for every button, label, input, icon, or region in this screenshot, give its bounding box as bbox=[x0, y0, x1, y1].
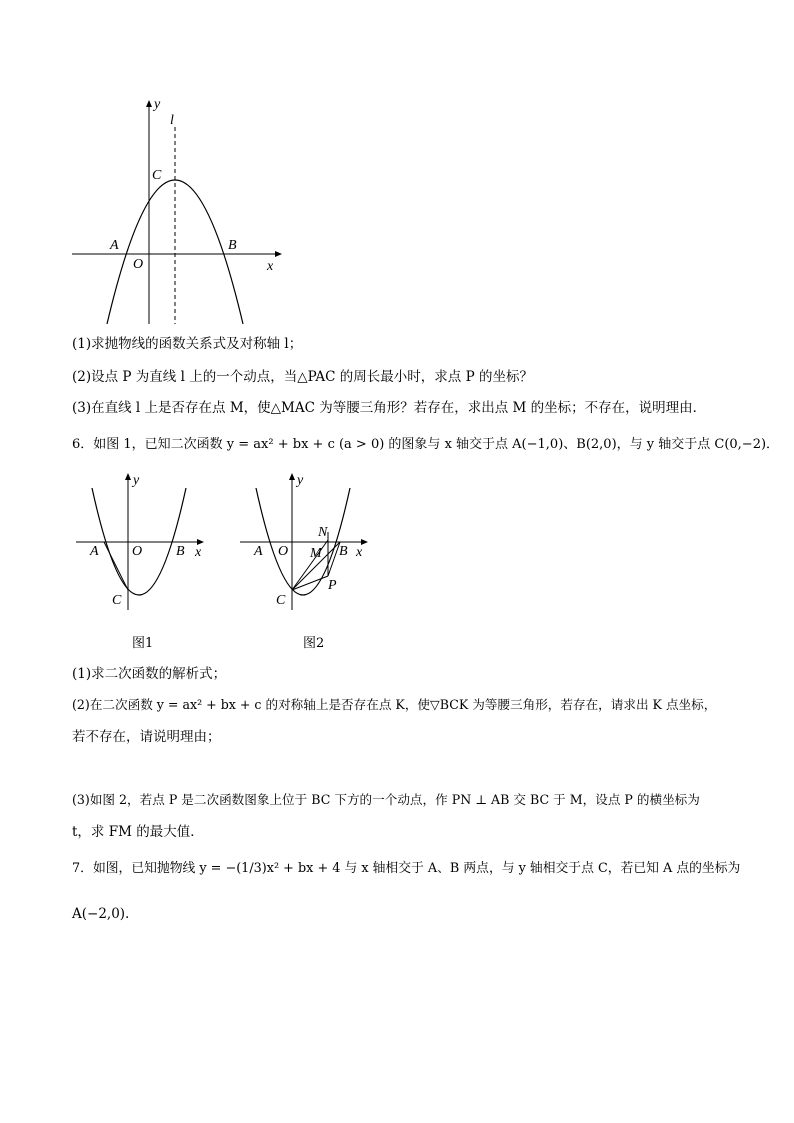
fig1-label-b: B bbox=[176, 544, 185, 559]
label-x: x bbox=[267, 259, 274, 274]
fig1-caption: 图1 bbox=[132, 636, 154, 651]
fig1-y-arrow bbox=[125, 473, 131, 480]
label-b: B bbox=[228, 238, 237, 253]
fig1-label-x: x bbox=[195, 545, 202, 560]
label-l: l bbox=[170, 113, 174, 128]
fig1-label-c: C bbox=[112, 593, 122, 608]
q6-part3-line1: (3)如图 2，若点 P 是二次函数图象上位于 BC 下方的一个动点，作 PN ⊥ AB 交 BC 于 M，设点 P 的横坐标为 bbox=[72, 792, 700, 807]
parabola-figure-top bbox=[60, 92, 290, 332]
q5-part3: (3)在直线 l 上是否存在点 M，使△MAC 为等腰三角形？若存在，求出点 M 的坐标；不存在，说明理由． bbox=[72, 400, 707, 416]
fig2-label-b: B bbox=[339, 544, 348, 559]
fig2-label-a: A bbox=[254, 544, 263, 559]
figure-2 bbox=[236, 470, 376, 620]
fig2-caption: 图2 bbox=[303, 636, 325, 651]
q6-part1: (1)求二次函数的解析式； bbox=[72, 666, 227, 682]
q6-part3-line2: t，求 FM 的最大值． bbox=[72, 824, 204, 840]
y-axis-arrow bbox=[146, 100, 152, 107]
figure-1 bbox=[72, 470, 212, 620]
fig2-label-x: x bbox=[356, 545, 363, 560]
q6-stem: 6．如图 1，已知二次函数 y = ax² + bx + c (a > 0) 的图象与 x 轴交于点 A(−1,0)、B(2,0)，与 y 轴交于点 C(0,−2)． bbox=[72, 437, 780, 452]
x-axis-arrow bbox=[275, 251, 282, 257]
fig2-label-p: P bbox=[328, 578, 337, 593]
fig2-label-y: y bbox=[297, 473, 304, 488]
fig1-label-o: O bbox=[132, 544, 143, 559]
fig2-label-m: M bbox=[310, 546, 322, 561]
q6-part2-line1: (2)在二次函数 y = ax² + bx + c 的对称轴上是否存在点 K，使▽BCK 为等腰三角形，若存在，请求出 K 点坐标， bbox=[72, 697, 717, 712]
fig1-segment-ac bbox=[104, 542, 128, 590]
fig2-y-arrow bbox=[289, 473, 295, 480]
q5-part1: (1)求抛物线的函数关系式及对称轴 l； bbox=[72, 336, 303, 352]
label-y: y bbox=[154, 97, 161, 112]
q7-line2: A(−2,0)． bbox=[72, 906, 139, 922]
q7-line1: 7．如图，已知抛物线 y = −(1/3)x² + bx + 4 与 x 轴相交于 A、B 两点，与 y 轴相交于点 C，若已知 A 点的坐标为 bbox=[72, 861, 741, 876]
fig1-label-y: y bbox=[133, 473, 140, 488]
label-o: O bbox=[133, 257, 144, 272]
fig2-label-o: O bbox=[278, 544, 289, 559]
fig1-label-a: A bbox=[90, 544, 99, 559]
fig2-label-n: N bbox=[318, 525, 328, 540]
label-c: C bbox=[152, 168, 162, 183]
q6-part2-line2: 若不存在，请说明理由； bbox=[72, 729, 221, 745]
label-a: A bbox=[110, 238, 119, 253]
fig2-label-c: C bbox=[276, 593, 286, 608]
q5-part2: (2)设点 P 为直线 l 上的一个动点，当△PAC 的周长最小时，求点 P 的坐标？ bbox=[72, 369, 533, 385]
